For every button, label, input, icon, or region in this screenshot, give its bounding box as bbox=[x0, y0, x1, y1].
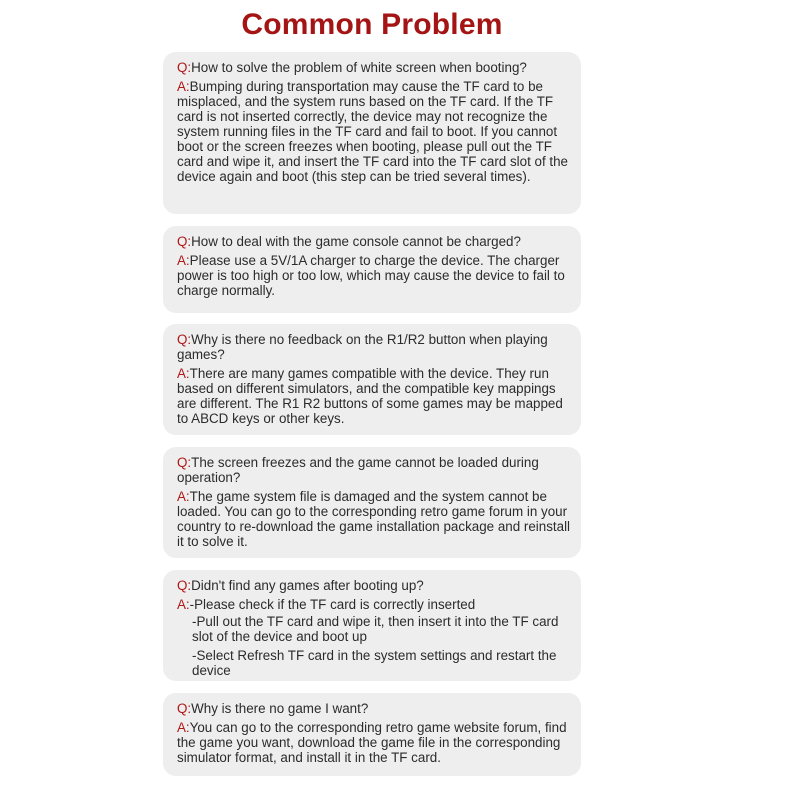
a-prefix: A: bbox=[177, 79, 190, 94]
faq-answer bbox=[177, 253, 571, 298]
answer-text: The game system file is damaged and the system cannot be loaded. You can go to the corresponding retro game forum in your country to re-download the game installation package and reinstall it to solve it. bbox=[177, 489, 571, 549]
answer-sub-point: -Select Refresh TF card in the system settings and restart the device bbox=[192, 648, 557, 678]
answer-text: Bumping during transportation may cause the TF card to be misplaced, and the system runs based on the TF card. If the TF card is not inserted correctly, the device may not recognize the system running files in the TF card and fail to boot. If you cannot boot or the screen freezes when booting, please pull out the TF card and wipe it, and insert the TF card into the TF card slot of the device again and boot (this step can be tried several times). bbox=[177, 79, 569, 184]
a-prefix: A: bbox=[177, 489, 190, 504]
answer-text: You can go to the corresponding retro game website forum, find the game you want, download the game file in the corresponding simulator format, and install it in the TF card. bbox=[177, 720, 567, 765]
faq-card-charging bbox=[163, 226, 581, 313]
answer-text: There are many games compatible with the device. They run based on different simulators, and the compatible key mappings are different. The R1 R2 buttons of some games may be mapped to ABCD keys or other keys. bbox=[177, 366, 563, 426]
faq-question bbox=[177, 234, 571, 249]
page-title: Common Problem bbox=[241, 8, 503, 41]
question-text: Why is there no game I want? bbox=[191, 701, 369, 716]
question-text: The screen freezes and the game cannot be loaded during operation? bbox=[177, 455, 539, 485]
faq-card-screen-freeze bbox=[163, 447, 581, 558]
faq-answer bbox=[177, 79, 571, 184]
faq-question bbox=[177, 578, 571, 593]
faq-question bbox=[177, 332, 571, 362]
question-text: Why is there no feedback on the R1/R2 button when playing games? bbox=[177, 332, 548, 362]
answer-text: Please use a 5V/1A charger to charge the device. The charger power is too high or too low, which may cause the device to fail to charge normally. bbox=[177, 253, 565, 298]
answer-sub-point: -Pull out the TF card and wipe it, then insert it into the TF card slot of the device and boot up bbox=[192, 614, 559, 644]
question-text: How to deal with the game console cannot be charged? bbox=[191, 234, 521, 249]
faq-answer bbox=[177, 489, 571, 549]
faq-question bbox=[177, 60, 571, 75]
q-prefix: Q: bbox=[177, 455, 192, 470]
question-text: How to solve the problem of white screen when booting? bbox=[191, 60, 527, 75]
faq-card-white-screen bbox=[163, 52, 581, 214]
a-prefix: A: bbox=[177, 253, 190, 268]
faq-question bbox=[177, 455, 571, 485]
faq-question bbox=[177, 701, 571, 716]
a-prefix: A: bbox=[177, 597, 190, 612]
q-prefix: Q: bbox=[177, 578, 192, 593]
faq-card-r1-r2 bbox=[163, 324, 581, 435]
a-prefix: A: bbox=[177, 366, 190, 381]
a-prefix: A: bbox=[177, 720, 190, 735]
faq-answer bbox=[177, 720, 571, 765]
q-prefix: Q: bbox=[177, 332, 192, 347]
faq-card-no-games bbox=[163, 570, 581, 681]
faq-answer bbox=[177, 597, 571, 612]
faq-answer bbox=[177, 366, 571, 426]
faq-card-missing-game bbox=[163, 693, 581, 776]
answer-text: -Please check if the TF card is correctly inserted bbox=[189, 597, 476, 612]
q-prefix: Q: bbox=[177, 60, 192, 75]
q-prefix: Q: bbox=[177, 234, 192, 249]
question-text: Didn't find any games after booting up? bbox=[191, 578, 424, 593]
q-prefix: Q: bbox=[177, 701, 192, 716]
